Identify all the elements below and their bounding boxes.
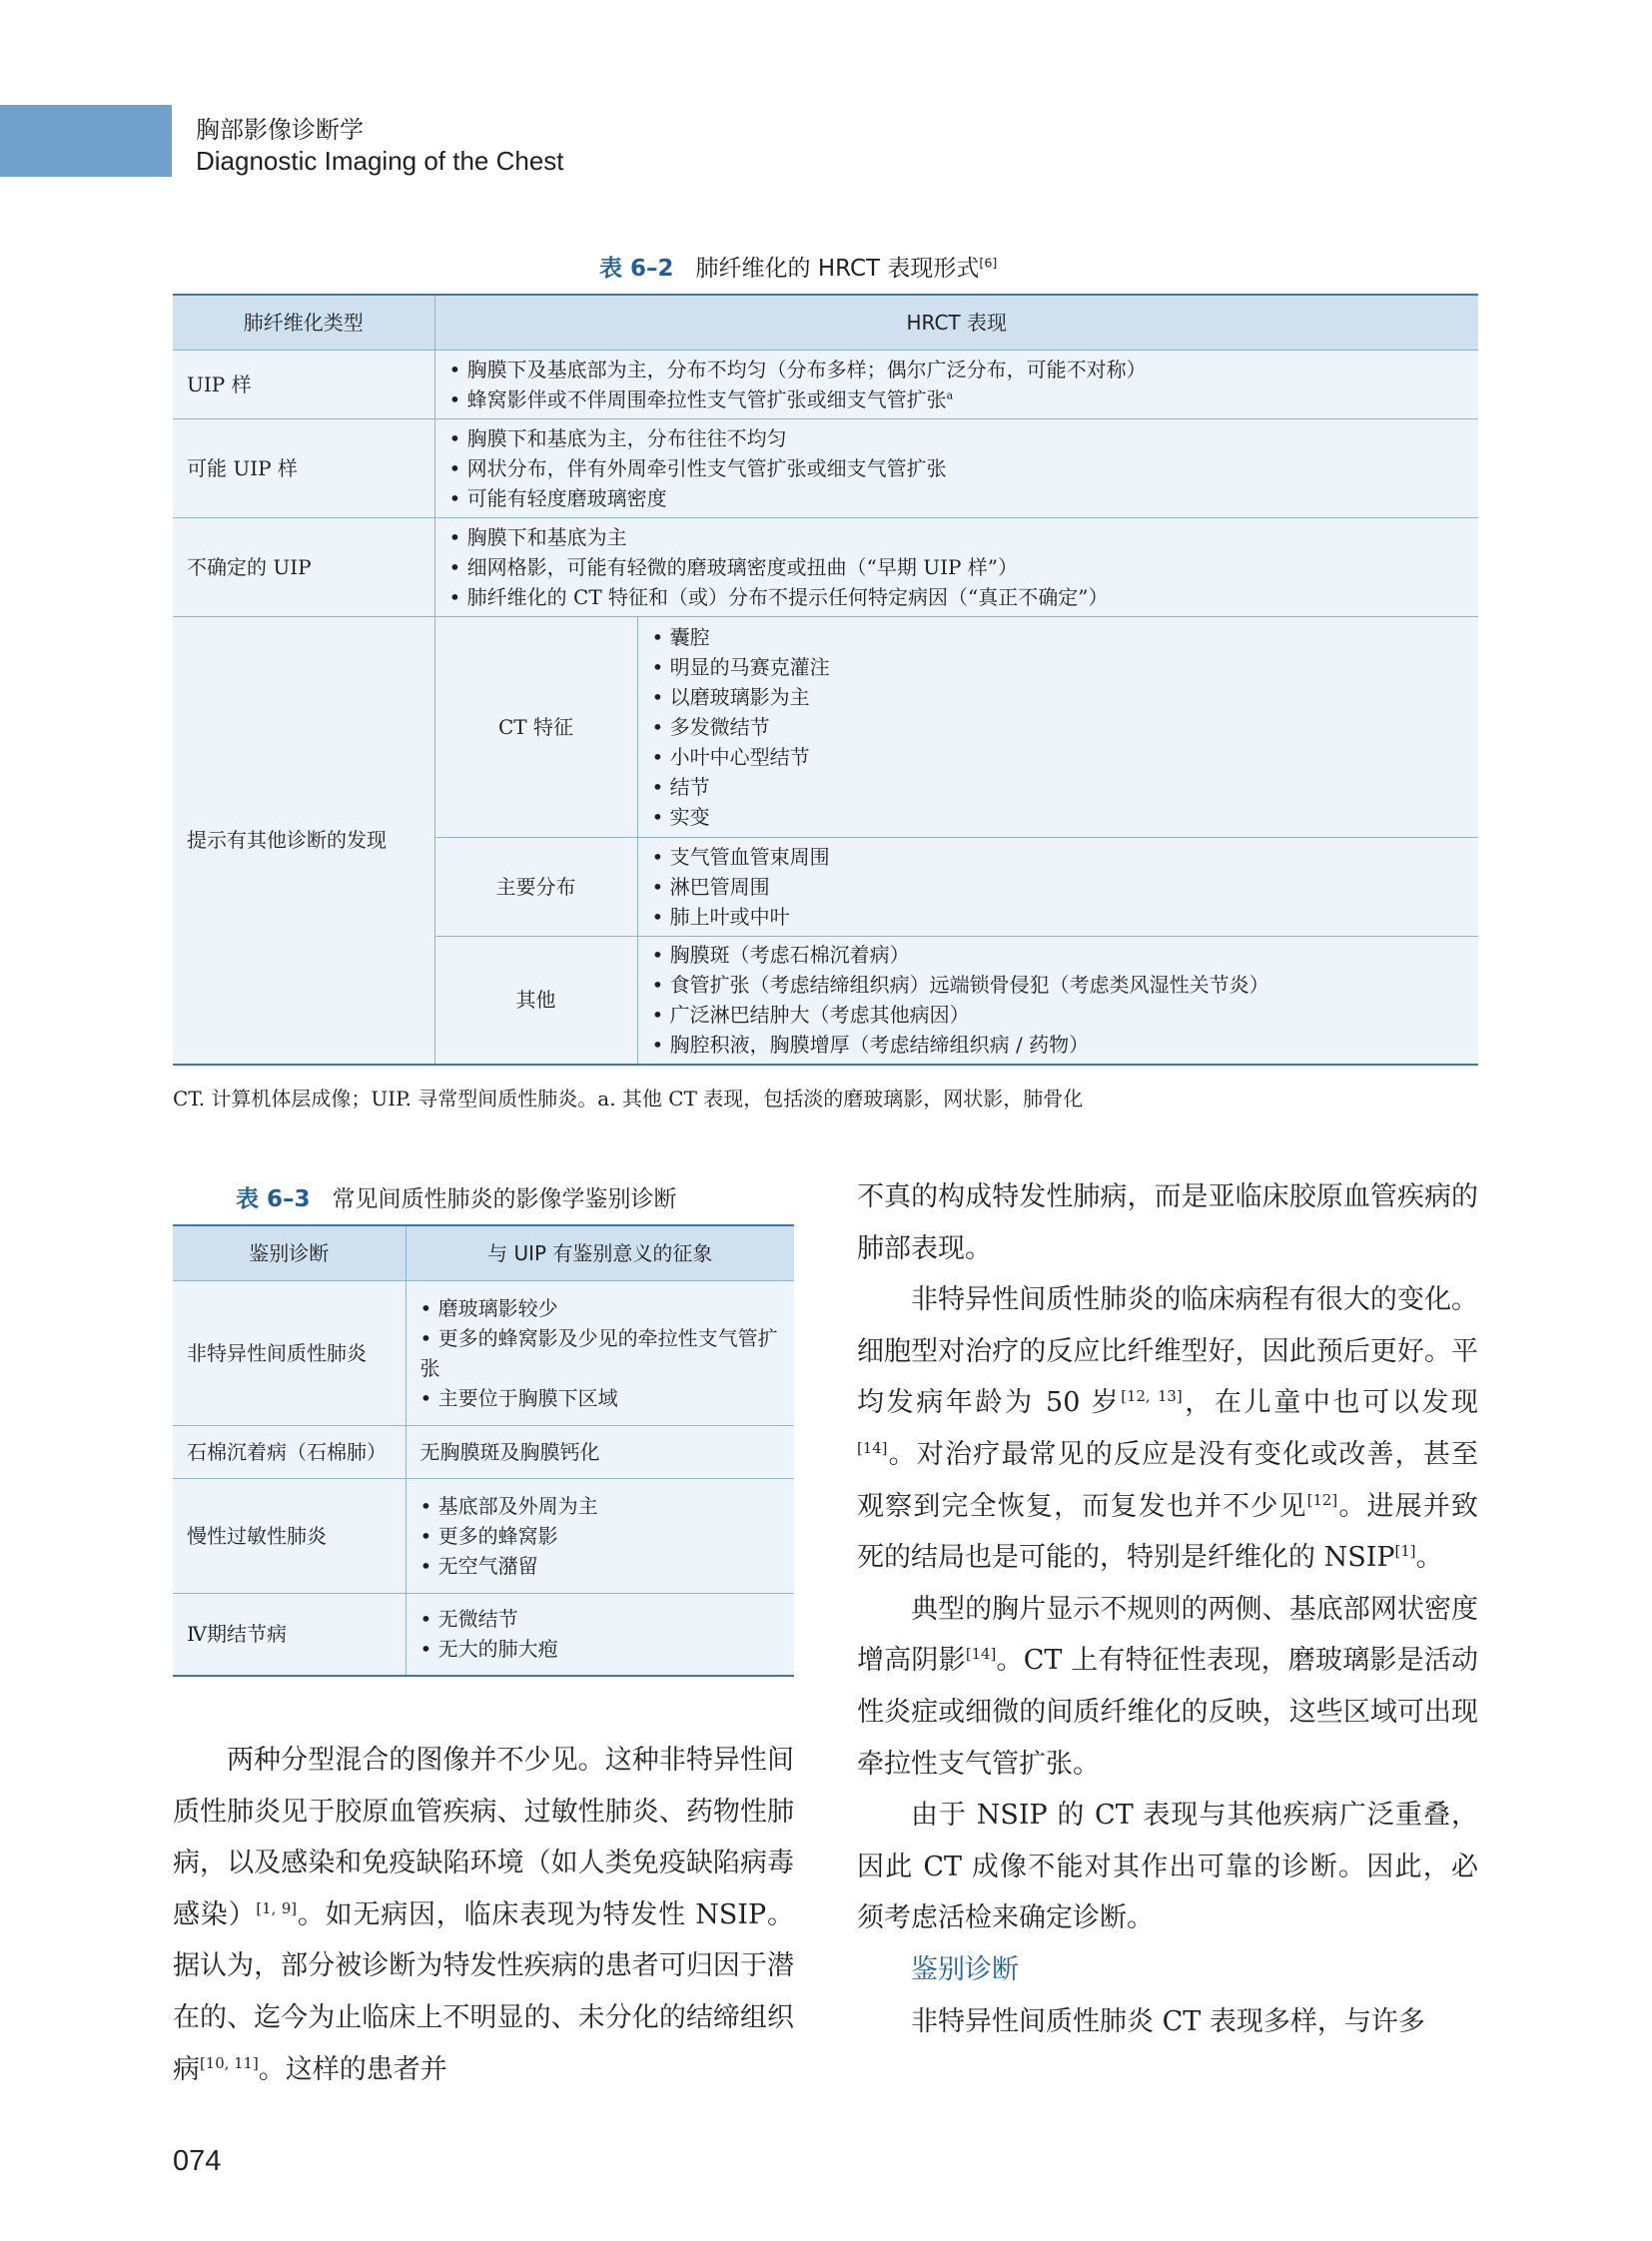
list-item: • 胸膜下和基底为主，分布往往不均匀: [449, 423, 1465, 453]
table-row: [173, 1594, 794, 1676]
sub-label: 其他: [434, 937, 637, 1065]
list-item: • 肺纤维化的 CT 特征和（或）分布不提示任何特定病因（“真正不确定”）: [449, 582, 1465, 612]
table-6-3-caption: [236, 1180, 677, 1213]
list-item: • 结节: [652, 772, 1465, 802]
sub-label: 主要分布: [434, 838, 637, 937]
row-content: 无胸膜斑及胸膜钙化: [406, 1426, 794, 1479]
citation: [10, 11]: [200, 2053, 259, 2072]
table-6-2-caption: [599, 250, 997, 283]
table-row: [173, 1281, 794, 1426]
list-item: • 无大的肺大疱: [420, 1634, 781, 1664]
body-paragraph: 由于 NSIP 的 CT 表现与其他疾病广泛重叠，因此 CT 成像不能对其作出可靠的诊断。因此，必须考虑活检来确定诊断。: [857, 1800, 1478, 1934]
row-label: 可能 UIP 样: [173, 419, 434, 518]
book-title-en: Diagnostic Imaging of the Chest: [196, 146, 564, 176]
list-item: • 支气管血管束周围: [652, 842, 1465, 872]
column-header: 与 UIP 有鉴别意义的征象: [406, 1225, 794, 1281]
row-content: [434, 351, 1478, 419]
row-content: [406, 1479, 794, 1594]
table-footnote: CT. 计算机体层成像；UIP. 寻常型间质性肺炎。a. 其他 CT 表现，包括淡的磨玻璃影，网状影，肺骨化: [173, 1087, 1084, 1111]
table-row: [173, 617, 1478, 838]
list-item: • 小叶中心型结节: [652, 742, 1465, 772]
citation: [1, 9]: [256, 1898, 298, 1917]
list-item: • 无微结节: [420, 1604, 781, 1634]
table-row: [173, 419, 1478, 518]
table-6-3: [173, 1224, 794, 1677]
list-item: • 多发微结节: [652, 712, 1465, 742]
row-content: [434, 419, 1478, 518]
body-paragraph: 非特异性间质性肺炎的临床病程有很大的变化。细胞型对治疗的反应比纤维型好，因此预后更好。平均发病年龄为 50 岁[12, 13]，在儿童中也可以发现[14]。对治疗最常见的反应是没有变化或改善，甚至观察到完全恢复，而复发也并不少见[12]。进展并致死的结局也是可能的，特别是纤维化的 NSIP[1]。: [857, 1284, 1479, 1574]
table-row: [173, 351, 1478, 419]
list-item: • 主要位于胸膜下区域: [420, 1383, 781, 1413]
citation: [1]: [1394, 1542, 1416, 1561]
list-item: • 无空气潴留: [420, 1551, 781, 1581]
list-item: • 细网格影，可能有轻微的磨玻璃密度或扭曲（“早期 UIP 样”）: [449, 552, 1465, 582]
row-content: [406, 1281, 794, 1426]
list-item: • 胸腔积液，胸膜增厚（考虑结缔组织病 / 药物）: [652, 1030, 1465, 1060]
right-column-text: [857, 1171, 1478, 2047]
header-color-bar: [0, 105, 172, 177]
list-item: • 实变: [652, 802, 1465, 832]
row-label: 非特异性间质性肺炎: [173, 1281, 406, 1426]
table-number: 表 6–3: [236, 1186, 311, 1212]
row-label: 石棉沉着病（石棉肺）: [173, 1426, 406, 1479]
list-item: • 囊腔: [652, 622, 1465, 652]
list-item: • 更多的蜂窝影: [420, 1521, 781, 1551]
list-item: • 以磨玻璃影为主: [652, 682, 1465, 712]
book-title-cn: 胸部影像诊断学: [196, 116, 364, 144]
list-item: • 更多的蜂窝影及少见的牵拉性支气管扩张: [420, 1323, 781, 1383]
citation: [14]: [965, 1645, 997, 1664]
list-item: • 肺上叶或中叶: [652, 902, 1465, 932]
table-title: 肺纤维化的 HRCT 表现形式: [695, 256, 980, 282]
list-item: • 广泛淋巴结肿大（考虑其他病因）: [652, 1000, 1465, 1030]
table-row: [173, 1479, 794, 1594]
row-label: 不确定的 UIP: [173, 518, 434, 617]
column-header: 鉴别诊断: [173, 1225, 406, 1281]
citation: [12]: [1306, 1490, 1338, 1509]
table-number: 表 6–2: [599, 256, 674, 282]
list-item: • 胸膜下及基底部为主，分布不均匀（分布多样；偶尔广泛分布，可能不对称）: [449, 355, 1465, 384]
sub-label: CT 特征: [434, 617, 637, 838]
body-paragraph: 两种分型混合的图像并不少见。这种非特异性间质性肺炎见于胶原血管疾病、过敏性肺炎、药物性肺病，以及感染和免疫缺陷环境（如人类免疫缺陷病毒感染）[1, 9]。如无病因，临床表现为特发性 NSIP。据认为，部分被诊断为特发性疾病的患者可归因于潜在的、迄今为止临床上不明显的、未分化的结缔组织病[10, 11]。这样的患者并: [173, 1745, 794, 2085]
table-header-row: [173, 1225, 794, 1281]
table-header-row: [173, 295, 1478, 351]
list-item: • 可能有轻度磨玻璃密度: [449, 483, 1465, 513]
list-item: • 基底部及外周为主: [420, 1491, 781, 1521]
table-6-2: [173, 294, 1478, 1066]
citation: [12, 13]: [1121, 1387, 1183, 1406]
list-item: • 磨玻璃影较少: [420, 1293, 781, 1323]
table-row: [173, 518, 1478, 617]
list-item: • 胸膜斑（考虑石棉沉着病）: [652, 940, 1465, 970]
body-paragraph: 非特异性间质性肺炎 CT 表现多样，与许多: [911, 2005, 1425, 2037]
row-content: [637, 937, 1478, 1065]
column-header: 肺纤维化类型: [173, 295, 434, 351]
row-content: [637, 838, 1478, 937]
row-label: 慢性过敏性肺炎: [173, 1479, 406, 1594]
list-item: • 蜂窝影伴或不伴周围牵拉性支气管扩张或细支气管扩张$^a$: [449, 384, 1465, 414]
body-paragraph: 典型的胸片显示不规则的两侧、基底部网状密度增高阴影[14]。CT 上有特征性表现，磨玻璃影是活动性炎症或细微的间质纤维化的反映，这些区域可出现牵拉性支气管扩张。: [857, 1593, 1478, 1780]
list-item: • 胸膜下和基底为主: [449, 522, 1465, 552]
row-label: Ⅳ期结节病: [173, 1594, 406, 1676]
row-label: 提示有其他诊断的发现: [173, 617, 434, 1065]
row-content: [406, 1594, 794, 1676]
table-title: 常见间质性肺炎的影像学鉴别诊断: [332, 1186, 677, 1212]
list-item: • 淋巴管周围: [652, 872, 1465, 902]
citation: [6]: [979, 255, 998, 271]
row-content: [434, 518, 1478, 617]
column-header: HRCT 表现: [434, 295, 1478, 351]
section-heading: 鉴别诊断: [911, 1953, 1019, 1985]
citation: [14]: [857, 1438, 888, 1457]
list-item: • 网状分布，伴有外周牵引性支气管扩张或细支气管扩张: [449, 453, 1465, 483]
table-row: [173, 1426, 794, 1479]
page-number: 074: [173, 2145, 222, 2177]
list-item: • 食管扩张（考虑结缔组织病）远端锁骨侵犯（考虑类风湿性关节炎）: [652, 970, 1465, 1000]
list-item: • 明显的马赛克灌注: [652, 652, 1465, 682]
row-content: [637, 617, 1478, 838]
row-label: UIP 样: [173, 351, 434, 419]
body-paragraph: 不真的构成特发性肺病，而是亚临床胶原血管疾病的肺部表现。: [857, 1181, 1478, 1264]
